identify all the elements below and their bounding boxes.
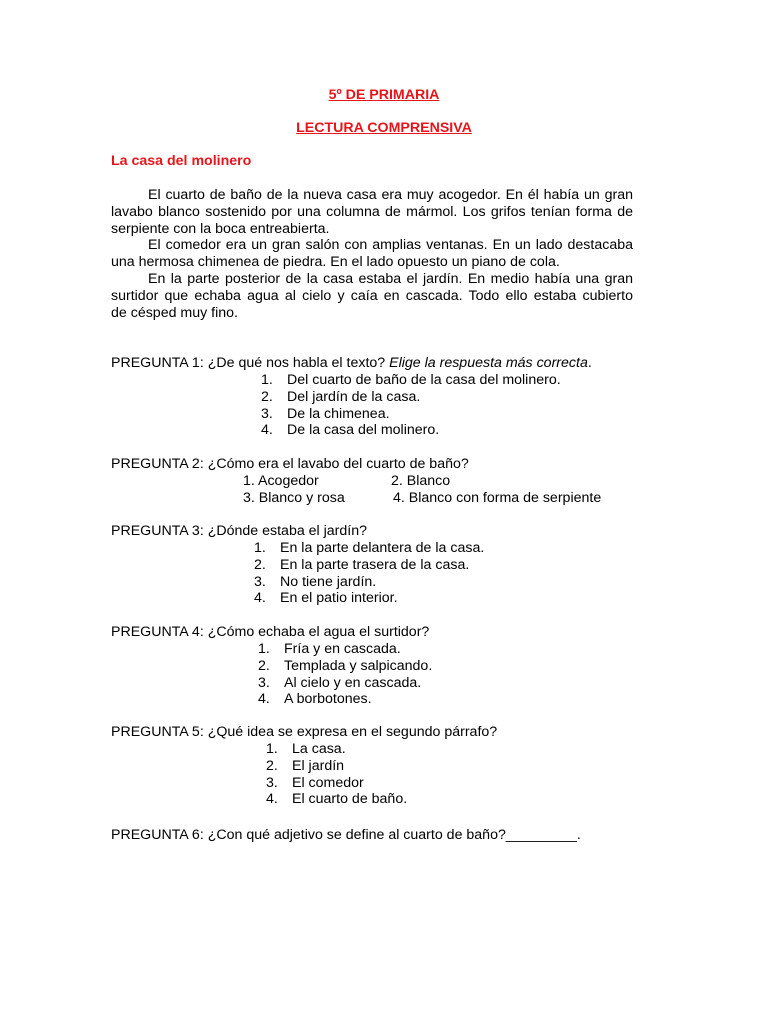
question-5: PREGUNTA 5: ¿Qué idea se expresa en el segundo párrafo? bbox=[111, 724, 498, 740]
option-text: Al cielo y en cascada. bbox=[284, 674, 422, 691]
option-item[interactable] bbox=[266, 741, 407, 758]
option-text: En la parte trasera de la casa. bbox=[280, 556, 470, 573]
question-3: PREGUNTA 3: ¿Dónde estaba el jardín? bbox=[111, 523, 368, 539]
option-number: 1. bbox=[266, 741, 278, 757]
question-6: PREGUNTA 6: ¿Con qué adjetivo se define al cuarto de baño?_________. bbox=[111, 827, 581, 843]
question-4: PREGUNTA 4: ¿Cómo echaba el agua el surtidor? bbox=[111, 624, 430, 640]
option-text: El comedor bbox=[292, 774, 364, 791]
paragraph-line: El comedor era un gran salón con amplias ventanas. En un lado destacaba bbox=[148, 237, 633, 254]
reading-paragraph-2 bbox=[111, 237, 633, 271]
option-number: 1. bbox=[261, 372, 273, 388]
question-2-option-1[interactable]: 1. Acogedor bbox=[243, 473, 319, 489]
question-4-options bbox=[258, 641, 432, 708]
option-number: 3. bbox=[266, 774, 278, 791]
reading-paragraph-1 bbox=[111, 187, 633, 237]
option-text: Fría y en cascada. bbox=[284, 641, 401, 657]
option-number: 3. bbox=[258, 674, 270, 691]
paragraph-line: En la parte posterior de la casa estaba el jardín. En medio había una gran bbox=[148, 271, 633, 287]
grade-heading: 5º DE PRIMARIA bbox=[328, 87, 440, 103]
option-item[interactable] bbox=[254, 574, 484, 591]
option-text: En la parte delantera de la casa. bbox=[280, 540, 485, 556]
option-text: Del jardín de la casa. bbox=[287, 388, 421, 405]
option-text: En el patio interior. bbox=[280, 590, 398, 607]
question-1-text: PREGUNTA 1: ¿De qué nos habla el texto? bbox=[111, 355, 390, 371]
option-item[interactable] bbox=[258, 658, 432, 675]
question-5-options bbox=[266, 741, 407, 808]
option-number: 2. bbox=[266, 757, 278, 774]
option-number: 4. bbox=[254, 590, 266, 607]
paragraph-line: de césped muy fino. bbox=[111, 304, 238, 321]
option-number: 2. bbox=[258, 657, 270, 674]
option-text: El jardín bbox=[292, 757, 345, 774]
question-1-options bbox=[261, 372, 561, 439]
option-number: 1. bbox=[258, 641, 270, 657]
option-item[interactable] bbox=[266, 775, 407, 792]
option-text: La casa. bbox=[292, 741, 346, 757]
question-2-option-4[interactable]: 4. Blanco con forma de serpiente bbox=[393, 490, 602, 506]
question-2-option-3[interactable]: 3. Blanco y rosa bbox=[243, 490, 345, 506]
option-number: 1. bbox=[254, 540, 266, 556]
paragraph-line: El cuarto de baño de la nueva casa era muy acogedor. En él había un gran bbox=[148, 187, 633, 203]
option-number: 4. bbox=[261, 422, 273, 439]
question-3-options bbox=[254, 540, 484, 607]
option-item[interactable] bbox=[261, 406, 561, 423]
option-number: 2. bbox=[261, 388, 273, 405]
paragraph-line: una hermosa chimenea de piedra. En el lado opuesto un piano de cola. bbox=[111, 254, 560, 271]
option-text: No tiene jardín. bbox=[280, 573, 377, 590]
reading-paragraph-3 bbox=[111, 271, 633, 321]
option-item[interactable] bbox=[254, 557, 484, 574]
question-1-hint: Elige la respuesta más correcta bbox=[389, 355, 588, 371]
option-item[interactable] bbox=[258, 675, 432, 692]
option-number: 4. bbox=[258, 691, 270, 708]
question-2-option-2[interactable]: 2. Blanco bbox=[391, 473, 451, 489]
paragraph-line: lavabo blanco sostenido por una columna de mármol. Los grifos tenían forma de bbox=[111, 203, 633, 220]
option-number: 3. bbox=[254, 573, 266, 590]
option-item[interactable] bbox=[261, 389, 561, 406]
option-item[interactable] bbox=[258, 641, 432, 658]
option-text: Templada y salpicando. bbox=[284, 657, 433, 674]
option-text: De la chimenea. bbox=[287, 405, 390, 422]
option-number: 2. bbox=[254, 556, 266, 573]
option-number: 3. bbox=[261, 405, 273, 422]
paragraph-line: surtidor que echaba agua al cielo y caía en cascada. Todo ello estaba cubierto bbox=[111, 287, 633, 304]
paragraph-line: serpiente con la boca entreabierta. bbox=[111, 220, 330, 237]
option-item[interactable] bbox=[258, 691, 432, 708]
option-text: De la casa del molinero. bbox=[287, 422, 440, 439]
option-item[interactable] bbox=[266, 758, 407, 775]
option-text: El cuarto de baño. bbox=[292, 791, 408, 808]
question-1-hint-end: . bbox=[587, 355, 592, 371]
option-item[interactable] bbox=[261, 372, 561, 389]
option-item[interactable] bbox=[254, 540, 484, 557]
reading-title: La casa del molinero bbox=[111, 153, 252, 169]
subject-heading: LECTURA COMPRENSIVA bbox=[296, 120, 472, 136]
option-number: 4. bbox=[266, 791, 278, 808]
option-text: Del cuarto de baño de la casa del molinero. bbox=[287, 372, 561, 388]
option-item[interactable] bbox=[261, 422, 561, 439]
option-text: A borbotones. bbox=[284, 691, 372, 708]
question-2: PREGUNTA 2: ¿Cómo era el lavabo del cuarto de baño? bbox=[111, 456, 469, 472]
question-1 bbox=[111, 355, 592, 372]
option-item[interactable] bbox=[254, 590, 484, 607]
option-item[interactable] bbox=[266, 791, 407, 808]
